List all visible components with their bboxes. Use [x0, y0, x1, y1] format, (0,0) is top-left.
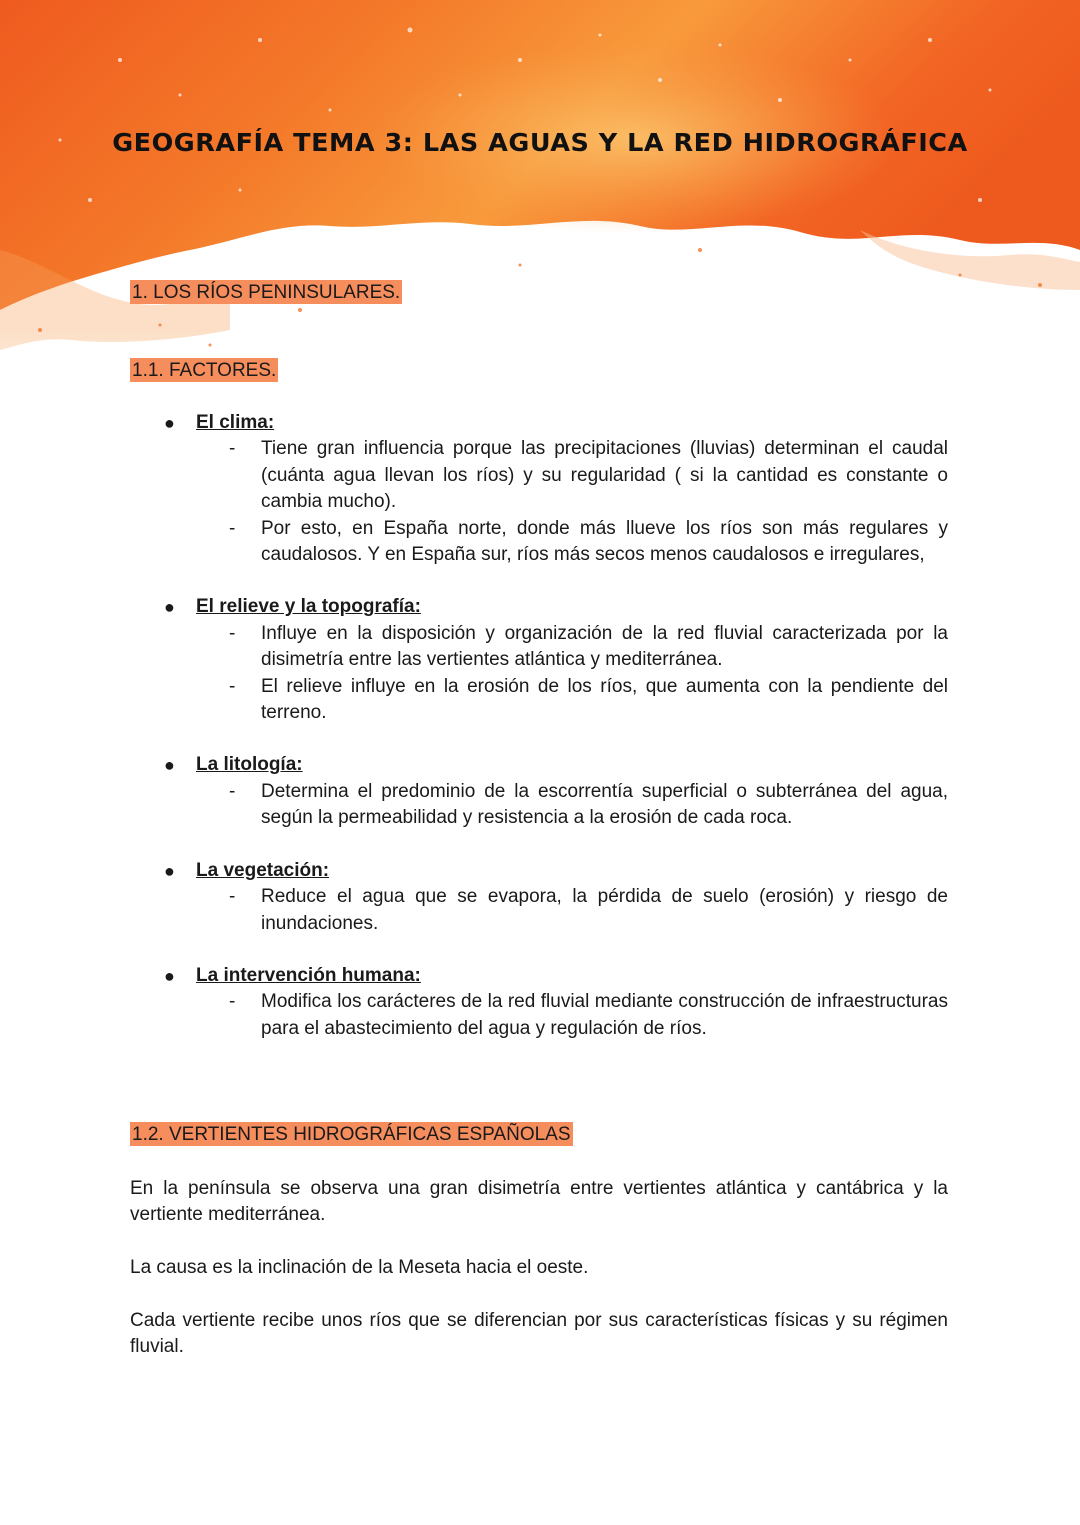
factor-item: - Modifica los carácteres de la red fluvial mediante construcción de infraestructuras para el abastecimiento del agua y regulación de ríos. [229, 991, 948, 1039]
factor-item: - El relieve influye en la erosión de los ríos, que aumenta con la pendiente del terreno. [229, 675, 948, 724]
factor-relieve [130, 594, 948, 726]
dash-icon: - [229, 675, 236, 697]
factor-clima [130, 410, 948, 568]
factor-heading: El relieve y la topografía: [196, 596, 421, 618]
factor-heading: El clima: [196, 412, 275, 433]
section-heading-1-1: 1.1. FACTORES. [132, 360, 277, 381]
bullet-icon: ● [164, 413, 175, 433]
factor-litologia [130, 752, 948, 831]
paragraph-causa: La causa es la inclinación de la Meseta hacia el oeste. [130, 1257, 589, 1278]
paragraph-vertiente: Cada vertiente recibe unos ríos que se diferencian por sus características físicas y su régimen fluvial. [130, 1310, 948, 1358]
factor-item: - Determina el predominio de la escorrentía superficial o subterránea del agua, según la permeabilidad y resistencia a la erosión de cada roca. [229, 780, 948, 829]
dash-icon: - [229, 438, 236, 460]
factor-item: - Reduce el agua que se evapora, la pérdida de suelo (erosión) y riesgo de inundaciones. [229, 886, 948, 934]
factor-heading: La intervención humana: [196, 964, 421, 986]
dash-icon: - [229, 886, 236, 908]
dash-icon: - [229, 780, 236, 802]
bullet-icon: ● [164, 597, 175, 618]
factor-item: - Por esto, en España norte, donde más llueve los ríos son más regulares y caudalosos. Y en España sur, ríos más secos menos caudalosos e irregulares, [229, 517, 948, 566]
section-heading-1-2: 1.2. VERTIENTES HIDROGRÁFICAS ESPAÑOLAS [132, 1124, 571, 1145]
factor-item: - Influye en la disposición y organización de la red fluvial caracterizada por la disimetría entre las vertientes atlántica y mediterránea. [229, 622, 948, 671]
dash-icon: - [229, 622, 236, 644]
factor-vegetacion [130, 858, 948, 937]
bullet-icon: ● [164, 965, 175, 986]
dash-icon: - [229, 991, 236, 1013]
dash-icon: - [229, 517, 236, 539]
section-heading-1: 1. LOS RÍOS PENINSULARES. [132, 282, 401, 303]
page-title: GEOGRAFÍA TEMA 3: LAS AGUAS Y LA RED HIDROGRÁFICA [112, 128, 968, 157]
factor-intervencion-humana [130, 963, 948, 1042]
paragraph-disimetria: En la península se observa una gran disimetría entre vertientes atlántica y cantábrica y la vertiente mediterránea. [130, 1178, 948, 1226]
factor-item: - Tiene gran influencia porque las precipitaciones (lluvias) determinan el caudal (cuánta agua llevan los ríos) y su regularidad ( si la cantidad es constante o cambia mucho). [229, 438, 948, 513]
bullet-icon: ● [164, 755, 175, 776]
factors-list [130, 410, 948, 1042]
factor-heading: La vegetación: [196, 859, 330, 881]
factor-heading: La litología: [196, 754, 303, 776]
bullet-icon: ● [164, 860, 175, 881]
